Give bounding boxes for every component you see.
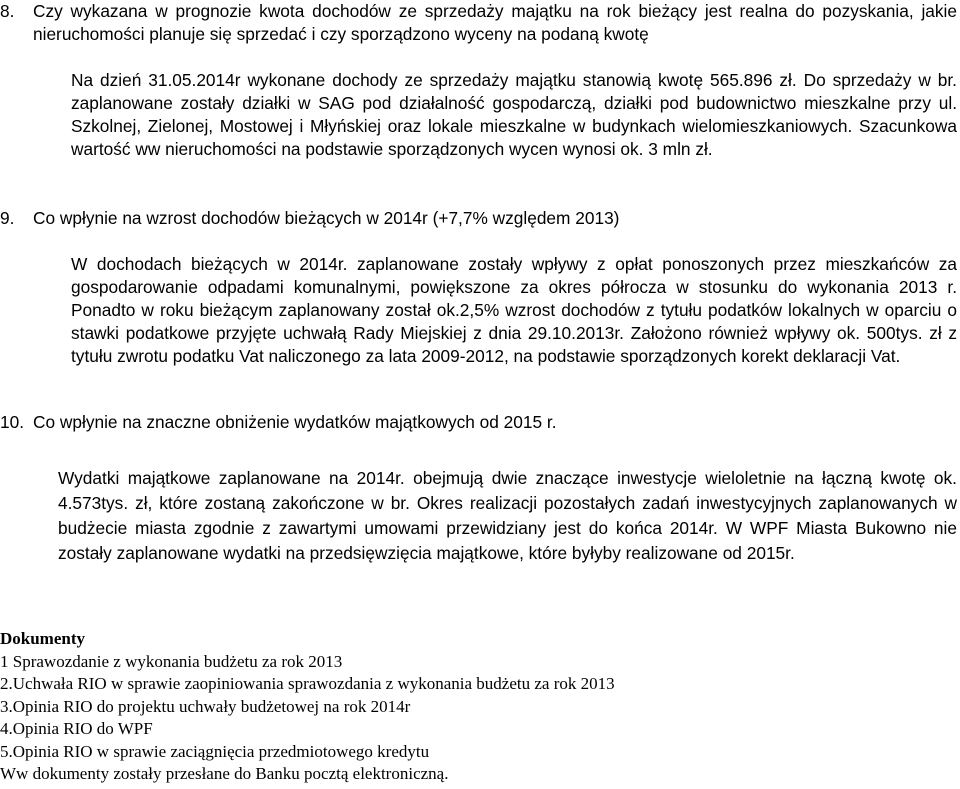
q10-answer: Wydatki majątkowe zaplanowane na 2014r. obejmują dwie znaczące inwestycje wieloletnie na łączną kwotę ok. 4.573tys. zł, które zostaną zakończone w br. Okres realizacji pozostałych zadań inwestycyjnych zaplanowanych w budżecie miasta zgodnie z zawartymi umowami przewidziany jest do końca 2014r. W WPF Miasta Bukowno nie zostały zaplanowane wydatki na przedsięwzięcia majątkowe, które byłyby realizowane od 2015r. — [58, 468, 957, 563]
document-item: 5.Opinia RIO w sprawie zaciągnięcia przedmiotowego kredytu — [0, 741, 430, 761]
q9-question-text: Co wpłynie na wzrost dochodów bieżących w 2014r (+7,7% względem 2013) — [33, 208, 620, 228]
documents-heading: Dokumenty — [0, 629, 86, 648]
q8-question — [0, 0, 957, 46]
document-item: 1 Sprawozdanie z wykonania budżetu za rok 2013 — [0, 651, 343, 671]
q9-question — [0, 207, 957, 230]
q8-number: 8. — [0, 1, 15, 21]
q9-number: 9. — [0, 208, 15, 228]
q8-answer: Na dzień 31.05.2014r wykonane dochody ze sprzedaży majątku stanowią kwotę 565.896 zł. Do sprzedaży w br. zaplanowane zostały działki w SAG pod działalność gospodarczą, działki pod budownictwo mieszkalne przy ul. Szkolnej, Zielonej, Mostowej i Młyńskiej oraz lokale mieszkalne w budynkach wielomieszkaniowych. Szacunkowa wartość ww nieruchomości na podstawie sporządzonych wycen wynosi ok. 3 mln zł. — [71, 70, 957, 159]
document-item: 4.Opinia RIO do WPF — [0, 719, 153, 738]
q10-question-text: Co wpłynie na znaczne obniżenie wydatków majątkowych od 2015 r. — [33, 412, 557, 432]
documents-section — [0, 628, 960, 786]
q10-question — [0, 411, 957, 434]
q9-answer: W dochodach bieżących w 2014r. zaplanowane zostały wpływy z opłat ponoszonych przez mieszkańców za gospodarowanie odpadami komunalnymi, powiększone za okres półrocza w stosunku do wykonania 2013 r. Ponadto w roku bieżącym zaplanowany został ok.2,5% wzrost dochodów z tytułu podatków lokalnych w oparciu o stawki podatkowe przyjęte uchwałą Rady Miejskiej z dnia 29.10.2013r. Założono również wpływy ok. 500tys. zł z tytułu zwrotu podatku Vat naliczonego za lata 2009-2012, na podstawie sporządzonych korekt deklaracji Vat. — [71, 254, 957, 366]
documents-footer: Ww dokumenty zostały przesłane do Banku pocztą elektroniczną. — [0, 764, 449, 783]
document-item: 2.Uchwała RIO w sprawie zaopiniowania sprawozdania z wykonania budżetu za rok 2013 — [0, 674, 615, 693]
document-item: 3.Opinia RIO do projektu uchwały budżetowej na rok 2014r — [0, 696, 411, 716]
q10-number: 10. — [0, 412, 25, 432]
q8-question-text: Czy wykazana w prognozie kwota dochodów ze sprzedaży majątku na rok bieżący jest realna do pozyskania, jakie nieruchomości planuje się sprzedać i czy sporządzono wyceny na podaną kwotę — [33, 1, 957, 44]
